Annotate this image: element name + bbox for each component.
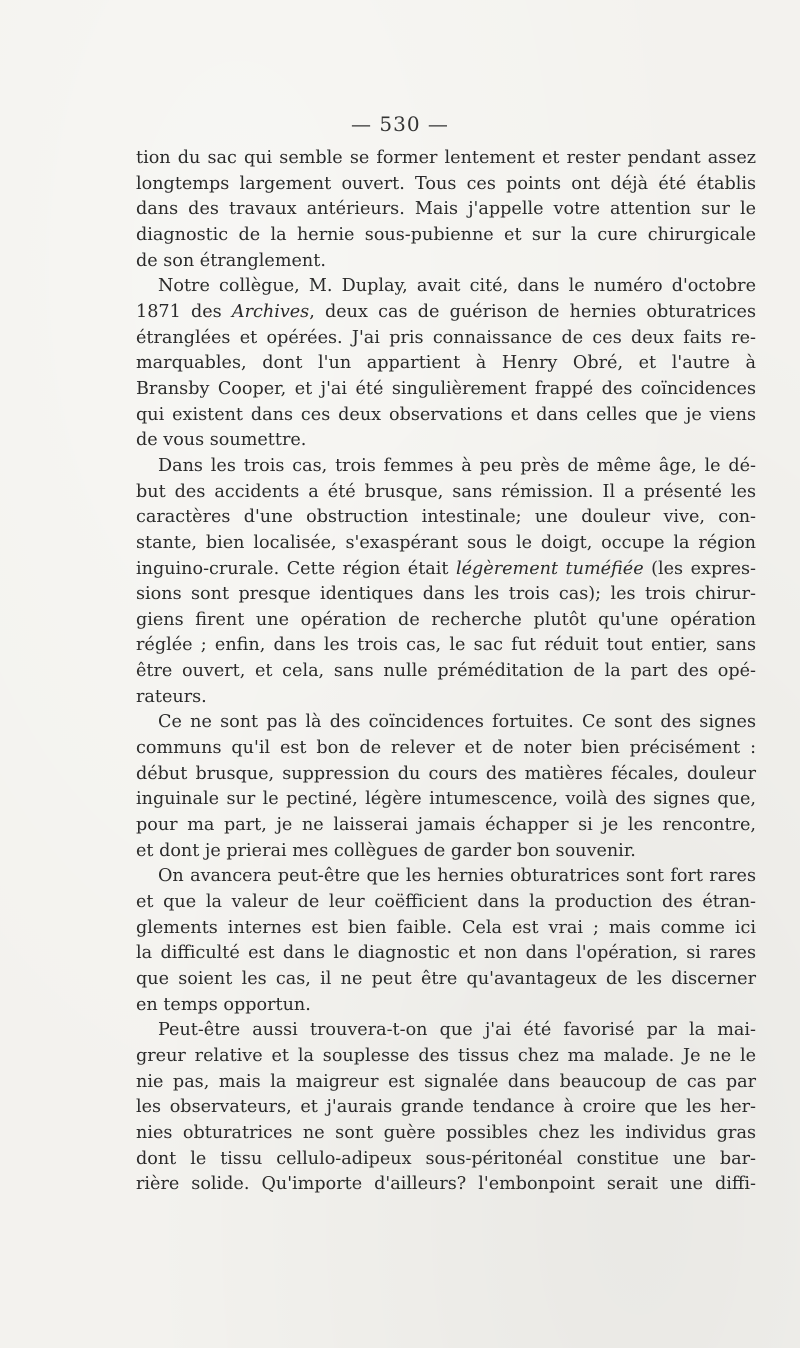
- text-line: marquables, dont l'un appartient à Henry Obré, et l'autre à: [136, 353, 756, 374]
- text-line: Notre collègue, M. Duplay, avait cité, dans le numéro d'octobre: [158, 276, 756, 297]
- text-line: stante, bien localisée, s'exaspérant sous le doigt, occupe la région: [136, 532, 756, 553]
- text-line: dont le tissu cellulo-adipeux sous-péritonéal constitue une bar-: [136, 1148, 756, 1169]
- text-line: dans des travaux antérieurs. Mais j'appelle votre attention sur le: [136, 199, 756, 220]
- body-text: [136, 146, 756, 1198]
- text-line: en temps opportun.: [136, 994, 311, 1015]
- text-line: Peut-être aussi trouvera-t-on que j'ai été favorisé par la mai-: [158, 1020, 756, 1041]
- text-line: de vous soumettre.: [136, 430, 307, 451]
- text-line: glements internes est bien faible. Cela est vrai ; mais comme ici: [136, 917, 756, 938]
- text-line: inguino-crurale. Cette région était légèrement tuméfiée (les expres-: [136, 558, 756, 579]
- text-line: nie pas, mais la maigreur est signalée dans beaucoup de cas par: [136, 1071, 756, 1092]
- text-line: rière solide. Qu'importe d'ailleurs? l'embonpoint serait une diffi-: [136, 1174, 756, 1195]
- italic-text: Archives: [231, 301, 310, 322]
- text-line: pour ma part, je ne laisserai jamais échapper si je les rencontre,: [136, 815, 756, 836]
- text-line: début brusque, suppression du cours des matières fécales, douleur: [136, 763, 756, 784]
- page-number: — 530 —: [351, 112, 449, 136]
- text-line: but des accidents a été brusque, sans rémission. Il a présenté les: [136, 481, 756, 502]
- text-line: sions sont presque identiques dans les trois cas); les trois chirur-: [136, 584, 756, 605]
- text-line: tion du sac qui semble se former lentement et rester pendant assez: [136, 148, 756, 168]
- text-line: étranglées et opérées. J'ai pris connaissance de ces deux faits re-: [136, 327, 756, 348]
- text-line: nies obturatrices ne sont guère possibles chez les individus gras: [136, 1122, 756, 1143]
- text-line: On avancera peut-être que les hernies obturatrices sont fort rares: [158, 866, 756, 887]
- text-line: et dont je prierai mes collègues de garder bon souvenir.: [136, 840, 636, 861]
- text-line: Bransby Cooper, et j'ai été singulièrement frappé des coïncidences: [136, 378, 756, 399]
- text-line: que soient les cas, il ne peut être qu'avantageux de les discerner: [136, 969, 756, 989]
- text-line: caractères d'une obstruction intestinale; une douleur vive, con-: [136, 507, 756, 528]
- text-line: communs qu'il est bon de relever et de noter bien précisément :: [136, 738, 756, 759]
- text-line: qui existent dans ces deux observations et dans celles que je viens: [136, 404, 756, 425]
- text-line: inguinale sur le pectiné, légère intumescence, voilà des signes que,: [136, 789, 756, 810]
- text-line: Dans les trois cas, trois femmes à peu près de même âge, le dé-: [158, 455, 756, 476]
- text-line: longtemps largement ouvert. Tous ces points ont déjà été établis: [136, 173, 756, 194]
- text-line: être ouvert, et cela, sans nulle préméditation de la part des opé-: [136, 661, 756, 682]
- italic-text: légèrement tuméfiée: [456, 558, 644, 579]
- text-line: de son étranglement.: [136, 250, 326, 271]
- text-line: réglée ; enfin, dans les trois cas, le sac fut réduit tout entier, sans: [136, 635, 756, 656]
- text-line: les observateurs, et j'aurais grande tendance à croire que les her-: [136, 1097, 756, 1118]
- text-line: 1871 des Archives, deux cas de guérison de hernies obturatrices: [136, 301, 756, 322]
- text-line: Ce ne sont pas là des coïncidences fortuites. Ce sont des signes: [158, 712, 756, 733]
- text-line: la difficulté est dans le diagnostic et non dans l'opération, si rares: [136, 943, 756, 964]
- text-line: greur relative et la souplesse des tissus chez ma malade. Je ne le: [136, 1045, 756, 1066]
- text-line: giens firent une opération de recherche plutôt qu'une opération: [136, 609, 756, 630]
- text-line: rateurs.: [136, 686, 207, 707]
- text-line: et que la valeur de leur coëfficient dans la production des étran-: [136, 892, 756, 913]
- text-line: diagnostic de la hernie sous-pubienne et sur la cure chirurgicale: [136, 224, 756, 245]
